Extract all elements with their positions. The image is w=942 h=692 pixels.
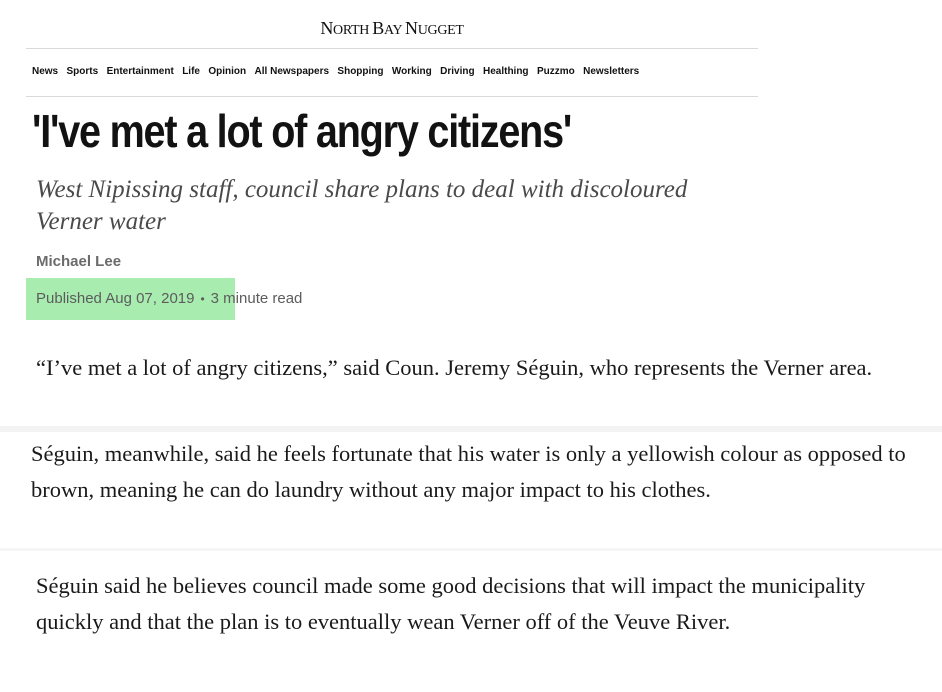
nav-item-life[interactable]: Life (182, 66, 200, 77)
nav-item-healthing[interactable]: Healthing (482, 66, 529, 77)
logo-letter: B (372, 18, 385, 38)
nav-item-puzzmo[interactable]: Puzzmo (536, 66, 575, 77)
article-subheadline: West Nipissing staff, council share plans to deal with discoloured Verner water (36, 176, 688, 235)
separator-dot: • (200, 292, 205, 306)
main-nav (32, 66, 648, 77)
nav-item-newsletters[interactable]: Newsletters (583, 66, 640, 77)
nav-item-all-newspapers[interactable]: All Newspapers (254, 66, 330, 77)
screenshot-seam (0, 548, 942, 551)
logo-letter: N (320, 18, 334, 38)
nav-item-shopping[interactable]: Shopping (337, 66, 384, 77)
logo-letters: ORTH (333, 23, 373, 38)
read-time: 3 minute read (210, 290, 303, 307)
nav-top-divider (26, 48, 758, 49)
nav-item-opinion[interactable]: Opinion (208, 66, 247, 77)
article-paragraph-2: Séguin, meanwhile, said he feels fortunate that his water is only a yellowish colour as opposed to brown, meaning he can do laundry without any major impact to his clothes. (31, 441, 906, 502)
nav-bottom-divider (26, 96, 758, 97)
screenshot-seam (0, 426, 942, 432)
nav-item-driving[interactable]: Driving (440, 66, 475, 77)
article-paragraph-3: Séguin said he believes council made some good decisions that will impact the municipality quickly and that the plan is to eventually wean Verner off of the Veuve River. (36, 573, 866, 634)
nav-item-news[interactable]: News (32, 66, 59, 77)
publish-info (36, 290, 302, 307)
nav-item-entertainment[interactable]: Entertainment (106, 66, 174, 77)
logo-letters: AY (384, 23, 406, 38)
author-link[interactable]: Michael Lee (36, 253, 122, 270)
logo-letters: UGGET (417, 23, 464, 38)
logo-letter: N (405, 18, 418, 38)
article-headline: 'I've met a lot of angry citizens' (32, 105, 572, 157)
site-logo[interactable] (0, 18, 784, 39)
nav-item-sports[interactable]: Sports (66, 66, 99, 77)
article-paragraph-1: “I’ve met a lot of angry citizens,” said Coun. Jeremy Séguin, who represents the Verner area. (36, 355, 873, 380)
nav-item-working[interactable]: Working (391, 66, 432, 77)
published-date: Published Aug 07, 2019 (36, 290, 195, 307)
